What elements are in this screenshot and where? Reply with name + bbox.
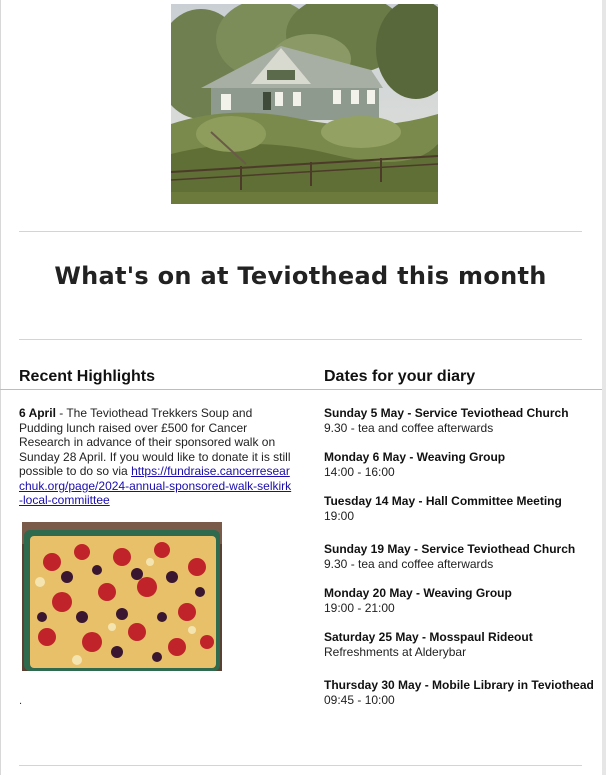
event-title: Tuesday 14 May - Hall Committee Meeting: [324, 494, 562, 508]
trailing-dot: .: [19, 695, 23, 707]
recent-highlights-heading: Recent Highlights: [19, 368, 156, 385]
divider-middle: [19, 339, 582, 340]
event-detail: 14:00 - 16:00: [324, 464, 395, 479]
village-hall-painting: [171, 4, 438, 204]
event-title: Sunday 19 May - Service Teviothead Church: [324, 542, 576, 556]
pudding-photo: [22, 522, 222, 671]
event-title: Saturday 25 May - Mosspaul Rideout: [324, 630, 533, 644]
diary-event: [324, 678, 594, 707]
berry-pudding-image: [22, 522, 222, 671]
village-hall-illustration: [171, 4, 438, 204]
event-detail: 9.30 - tea and coffee afterwards: [324, 420, 494, 435]
event-detail: 09:45 - 10:00: [324, 692, 395, 707]
diary-event: [324, 494, 594, 523]
event-title: Sunday 5 May - Service Teviothead Church: [324, 406, 569, 420]
page-right-border: [602, 0, 606, 775]
diary-event: [324, 542, 594, 571]
section-header-divider: [0, 389, 602, 390]
event-detail: Refreshments at Alderybar: [324, 644, 467, 659]
event-title: Monday 6 May - Weaving Group: [324, 450, 506, 464]
event-detail: 19:00: [324, 508, 355, 523]
highlight-text: - The Teviothead Trekkers Soup and Pudding lunch raised over £500 for Cancer Research in advance of their sponsored walk on Sunday 28 April. If you would like to donate it is still possible to do so via: [19, 406, 291, 478]
event-detail: 9.30 - tea and coffee afterwards: [324, 556, 494, 571]
page-title: What's on at Teviothead this month: [54, 262, 547, 290]
diary-heading: Dates for your diary: [324, 368, 476, 385]
divider-top: [19, 231, 582, 232]
event-title: Monday 20 May - Weaving Group: [324, 586, 512, 600]
event-detail: 19:00 - 21:00: [324, 600, 395, 615]
divider-bottom: [19, 765, 582, 766]
highlight-item: [19, 406, 294, 508]
diary-event: [324, 586, 594, 615]
highlight-date: 6 April: [19, 406, 56, 420]
donation-link[interactable]: https://fundraise.cancerresearchuk.org/page/2024-annual-sponsored-walk-selkirk-local-commiittee: [19, 464, 292, 507]
diary-event: [324, 450, 594, 479]
diary-event: [324, 630, 594, 659]
diary-event: [324, 406, 594, 435]
page-left-border: [0, 0, 1, 775]
event-title: Thursday 30 May - Mobile Library in Teviothead: [324, 678, 594, 692]
